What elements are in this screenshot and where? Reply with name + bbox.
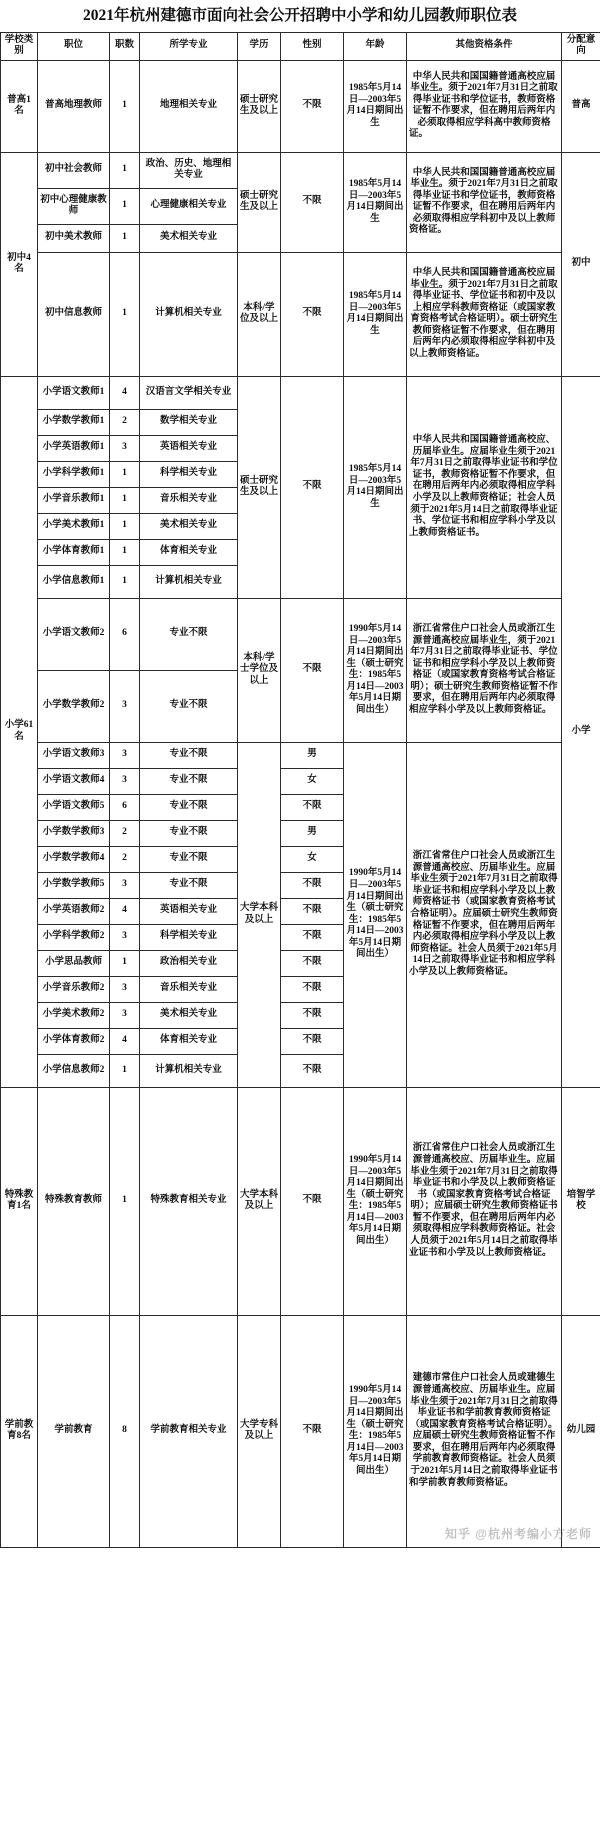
position-cell: 小学体育教师1 xyxy=(38,539,110,565)
major-cell: 心理健康相关专业 xyxy=(140,188,238,224)
count-cell: 8 xyxy=(110,1315,140,1547)
count-cell: 1 xyxy=(110,565,140,598)
position-cell: 小学语文教师3 xyxy=(38,742,110,768)
table-row xyxy=(1,152,600,188)
count-cell: 1 xyxy=(110,152,140,188)
position-cell: 小学语文教师1 xyxy=(38,376,110,409)
count-cell: 1 xyxy=(110,224,140,252)
other-conditions-cell: 中华人民共和国国籍普通高校应届毕业生。须于2021年7月31日之前取得毕业证书、学位证书和初中及以上相应学科教师资格证（或国家教育资格考试合格证明）。硕士研究生教师资格证暂不作要求，但在聘用后两年内必须取得相应学科初中及以上教师资格证。 xyxy=(407,252,562,376)
count-cell: 1 xyxy=(110,539,140,565)
position-cell: 小学数学教师3 xyxy=(38,820,110,846)
major-cell: 特殊教育相关专业 xyxy=(140,1087,238,1315)
table-row xyxy=(1,742,600,768)
position-cell: 小学数学教师1 xyxy=(38,409,110,435)
col-header-age: 年龄 xyxy=(344,32,407,60)
count-cell: 6 xyxy=(110,598,140,670)
count-cell: 3 xyxy=(110,872,140,898)
gender-cell: 不限 xyxy=(281,60,344,152)
count-cell: 4 xyxy=(110,898,140,924)
count-cell: 3 xyxy=(110,435,140,461)
gender-cell: 不限 xyxy=(281,950,344,976)
other-conditions-cell: 建德市常住户口社会人员或建德生源普通高校应、历届毕业生。应届毕业生须于2021年7月31日之前取得毕业证书和学前教育教师资格证（或国家教育资格考试合格证明）。应届硕士研究生教师资格证暂不作要求，但在聘用后两年内必须取得学前教育教师资格证。社会人员须于2021年5月14日之前取得毕业证书和学前教育教师资格证。 xyxy=(407,1315,562,1547)
position-cell: 初中美术教师 xyxy=(38,224,110,252)
gender-cell: 不限 xyxy=(281,1054,344,1087)
header-row xyxy=(1,32,600,60)
count-cell: 3 xyxy=(110,924,140,950)
gender-cell: 不限 xyxy=(281,152,344,252)
major-cell: 专业不限 xyxy=(140,872,238,898)
major-cell: 音乐相关专业 xyxy=(140,487,238,513)
age-cell: 1990年5月14日—2003年5月14日期间出生（硕士研究生：1985年5月14日—2003年5月14日期间出生） xyxy=(344,1315,407,1547)
position-cell: 普高地理教师 xyxy=(38,60,110,152)
major-cell: 美术相关专业 xyxy=(140,513,238,539)
major-cell: 专业不限 xyxy=(140,598,238,670)
assignment-cell: 普高 xyxy=(562,60,600,152)
gender-cell: 男 xyxy=(281,742,344,768)
major-cell: 计算机相关专业 xyxy=(140,1054,238,1087)
table-row xyxy=(1,376,600,409)
position-cell: 小学数学教师4 xyxy=(38,846,110,872)
count-cell: 2 xyxy=(110,820,140,846)
major-cell: 体育相关专业 xyxy=(140,539,238,565)
major-cell: 数学相关专业 xyxy=(140,409,238,435)
count-cell: 1 xyxy=(110,188,140,224)
position-cell: 小学语文教师4 xyxy=(38,768,110,794)
gender-cell: 不限 xyxy=(281,252,344,376)
assignment-cell: 幼儿园 xyxy=(562,1315,600,1547)
col-header-gender: 性别 xyxy=(281,32,344,60)
position-cell: 小学音乐教师2 xyxy=(38,976,110,1002)
assignment-cell: 初中 xyxy=(562,152,600,376)
education-cell: 本科/学位及以上 xyxy=(238,252,281,376)
age-cell: 1985年5月14日—2003年5月14日期间出生 xyxy=(344,60,407,152)
major-cell: 学前教育相关专业 xyxy=(140,1315,238,1547)
gender-cell: 男 xyxy=(281,820,344,846)
position-cell: 小学科学教师2 xyxy=(38,924,110,950)
major-cell: 专业不限 xyxy=(140,768,238,794)
gender-cell: 不限 xyxy=(281,924,344,950)
position-cell: 初中心理健康教师 xyxy=(38,188,110,224)
position-cell: 小学英语教师1 xyxy=(38,435,110,461)
age-cell: 1985年5月14日—2003年5月14日期间出生 xyxy=(344,376,407,598)
position-cell: 小学英语教师2 xyxy=(38,898,110,924)
count-cell: 3 xyxy=(110,670,140,742)
gender-cell: 不限 xyxy=(281,1028,344,1054)
position-cell: 小学数学教师5 xyxy=(38,872,110,898)
col-header-assignment: 分配意向 xyxy=(562,32,600,60)
gender-cell: 不限 xyxy=(281,898,344,924)
major-cell: 汉语言文学相关专业 xyxy=(140,376,238,409)
education-cell: 大学专科及以上 xyxy=(238,1315,281,1547)
major-cell: 地理相关专业 xyxy=(140,60,238,152)
count-cell: 1 xyxy=(110,461,140,487)
col-header-position: 职位 xyxy=(38,32,110,60)
education-cell: 本科/学士学位及以上 xyxy=(238,598,281,742)
table-row xyxy=(1,598,600,670)
table-row xyxy=(1,1087,600,1315)
position-cell: 小学音乐教师1 xyxy=(38,487,110,513)
page-title: 2021年杭州建德市面向社会公开招聘中小学和幼儿园教师职位表 xyxy=(82,7,517,24)
col-header-school-type: 学校类别 xyxy=(1,32,38,60)
education-cell: 大学本科及以上 xyxy=(238,1087,281,1315)
major-cell: 美术相关专业 xyxy=(140,224,238,252)
education-cell: 硕士研究生及以上 xyxy=(238,60,281,152)
position-cell: 小学信息教师1 xyxy=(38,565,110,598)
count-cell: 6 xyxy=(110,794,140,820)
major-cell: 科学相关专业 xyxy=(140,924,238,950)
position-cell: 小学思品教师 xyxy=(38,950,110,976)
gender-cell: 不限 xyxy=(281,1315,344,1547)
count-cell: 1 xyxy=(110,60,140,152)
table-body xyxy=(1,60,600,1547)
count-cell: 3 xyxy=(110,742,140,768)
assignment-cell: 培智学校 xyxy=(562,1087,600,1315)
count-cell: 4 xyxy=(110,376,140,409)
age-cell: 1985年5月14日—2003年5月14日期间出生 xyxy=(344,252,407,376)
position-cell: 初中信息教师 xyxy=(38,252,110,376)
position-cell: 小学语文教师2 xyxy=(38,598,110,670)
position-cell: 小学美术教师2 xyxy=(38,1002,110,1028)
count-cell: 3 xyxy=(110,1002,140,1028)
major-cell: 体育相关专业 xyxy=(140,1028,238,1054)
age-cell: 1990年5月14日—2003年5月14日期间出生（硕士研究生：1985年5月14日—2003年5月14日期间出生） xyxy=(344,598,407,742)
major-cell: 计算机相关专业 xyxy=(140,565,238,598)
major-cell: 计算机相关专业 xyxy=(140,252,238,376)
other-conditions-cell: 中华人民共和国国籍普通高校应、历届毕业生。应届毕业生须于2021年7月31日之前取得毕业证书和学位证书，教师资格证暂不作要求，但在聘用后两年内必须取得相应学科小学及以上教师资格证；社会人员须于2021年5月14日之前取得毕业证书、学位证书和相应学科小学及以上教师资格证书。 xyxy=(407,376,562,598)
gender-cell: 不限 xyxy=(281,976,344,1002)
table-row xyxy=(1,1315,600,1547)
other-conditions-cell: 浙江省常住户口社会人员或浙江生源普通高校应届毕业生，须于2021年7月31日之前取得毕业证书、学位证书和相应学科小学及以上教师资格证（或国家教育资格考试合格证明）；硕士研究生教师资格证暂不作要求，但在聘用后两年内必须取得相应学科小学及以上教师资格证。 xyxy=(407,598,562,742)
major-cell: 专业不限 xyxy=(140,742,238,768)
school-type-cell: 学前教育8名 xyxy=(1,1315,38,1547)
major-cell: 政治相关专业 xyxy=(140,950,238,976)
gender-cell: 不限 xyxy=(281,376,344,598)
count-cell: 2 xyxy=(110,409,140,435)
education-cell: 硕士研究生及以上 xyxy=(238,152,281,252)
other-conditions-cell: 中华人民共和国国籍普通高校应届毕业生。须于2021年7月31日之前取得毕业证书和学位证书，教师资格证暂不作要求，但在聘用后两年内必须取得相应学科高中教师资格证。 xyxy=(407,60,562,152)
major-cell: 专业不限 xyxy=(140,820,238,846)
major-cell: 专业不限 xyxy=(140,670,238,742)
count-cell: 3 xyxy=(110,768,140,794)
position-cell: 学前教育 xyxy=(38,1315,110,1547)
position-cell: 初中社会教师 xyxy=(38,152,110,188)
other-conditions-cell: 中华人民共和国国籍普通高校应届毕业生。须于2021年7月31日之前取得毕业证书和学位证书，教师资格证暂不作要求，但在聘用后两年内必须取得相应学科初中及以上教师资格证。 xyxy=(407,152,562,252)
major-cell: 科学相关专业 xyxy=(140,461,238,487)
gender-cell: 女 xyxy=(281,768,344,794)
gender-cell: 不限 xyxy=(281,872,344,898)
count-cell: 1 xyxy=(110,950,140,976)
school-type-cell: 特殊教育1名 xyxy=(1,1087,38,1315)
col-header-other-conditions: 其他资格条件 xyxy=(407,32,562,60)
gender-cell: 女 xyxy=(281,846,344,872)
gender-cell: 不限 xyxy=(281,1087,344,1315)
other-conditions-cell: 浙江省常住户口社会人员或浙江生源普通高校应、历届毕业生。应届毕业生须于2021年7月31日之前取得毕业证书和相应学科小学及以上教师资格证书（或国家教育资格考试合格证明）。应届硕士研究生教师资格证暂不作要求，但在聘用后两年内必须取得相应学科小学及以上教师资格证。社会人员须于2021年5月14日之前取得毕业证书和相应学科小学及以上教师资格证。 xyxy=(407,742,562,1087)
major-cell: 英语相关专业 xyxy=(140,435,238,461)
gender-cell: 不限 xyxy=(281,794,344,820)
position-cell: 小学体育教师2 xyxy=(38,1028,110,1054)
table-row xyxy=(1,60,600,152)
age-cell: 1985年5月14日—2003年5月14日期间出生 xyxy=(344,152,407,252)
school-type-cell: 小学61名 xyxy=(1,376,38,1087)
col-header-count: 职数 xyxy=(110,32,140,60)
gender-cell: 不限 xyxy=(281,1002,344,1028)
count-cell: 1 xyxy=(110,487,140,513)
major-cell: 政治、历史、地理相关专业 xyxy=(140,152,238,188)
education-cell: 大学本科及以上 xyxy=(238,742,281,1087)
count-cell: 1 xyxy=(110,252,140,376)
position-cell: 小学美术教师1 xyxy=(38,513,110,539)
col-header-education: 学历 xyxy=(238,32,281,60)
age-cell: 1990年5月14日—2003年5月14日期间出生（硕士研究生：1985年5月14日—2003年5月14日期间出生） xyxy=(344,1087,407,1315)
jobs-table xyxy=(0,32,600,1548)
assignment-cell: 小学 xyxy=(562,376,600,1087)
count-cell: 1 xyxy=(110,513,140,539)
major-cell: 音乐相关专业 xyxy=(140,976,238,1002)
count-cell: 1 xyxy=(110,1054,140,1087)
count-cell: 4 xyxy=(110,1028,140,1054)
table-header xyxy=(1,32,600,60)
position-cell: 小学数学教师2 xyxy=(38,670,110,742)
other-conditions-cell: 浙江省常住户口社会人员或浙江生源普通高校应、历届毕业生。应届毕业生须于2021年7月31日之前取得毕业证书和小学及以上教师资格证书（或国家教育资格考试合格证明）；应届硕士研究生教师资格证书暂不作要求，但在聘用后两年内必须取得相应学科教师资格证。社会人员须于2021年5月14日之前取得毕业证书和小学及以上教师资格证。 xyxy=(407,1087,562,1315)
col-header-major: 所学专业 xyxy=(140,32,238,60)
position-cell: 特殊教育教师 xyxy=(38,1087,110,1315)
watermark-text: 知乎 @杭州考编小方老师 xyxy=(444,1526,592,1541)
position-cell: 小学语文教师5 xyxy=(38,794,110,820)
count-cell: 2 xyxy=(110,846,140,872)
table-row xyxy=(1,252,600,376)
position-cell: 小学科学教师1 xyxy=(38,461,110,487)
school-type-cell: 初中4名 xyxy=(1,152,38,376)
major-cell: 美术相关专业 xyxy=(140,1002,238,1028)
major-cell: 专业不限 xyxy=(140,846,238,872)
school-type-cell: 普高1名 xyxy=(1,60,38,152)
age-cell: 1990年5月14日—2003年5月14日期间出生（硕士研究生：1985年5月14日—2003年5月14日期间出生） xyxy=(344,742,407,1087)
gender-cell: 不限 xyxy=(281,598,344,742)
major-cell: 专业不限 xyxy=(140,794,238,820)
count-cell: 1 xyxy=(110,1087,140,1315)
count-cell: 3 xyxy=(110,976,140,1002)
position-cell: 小学信息教师2 xyxy=(38,1054,110,1087)
education-cell: 硕士研究生及以上 xyxy=(238,376,281,598)
major-cell: 英语相关专业 xyxy=(140,898,238,924)
